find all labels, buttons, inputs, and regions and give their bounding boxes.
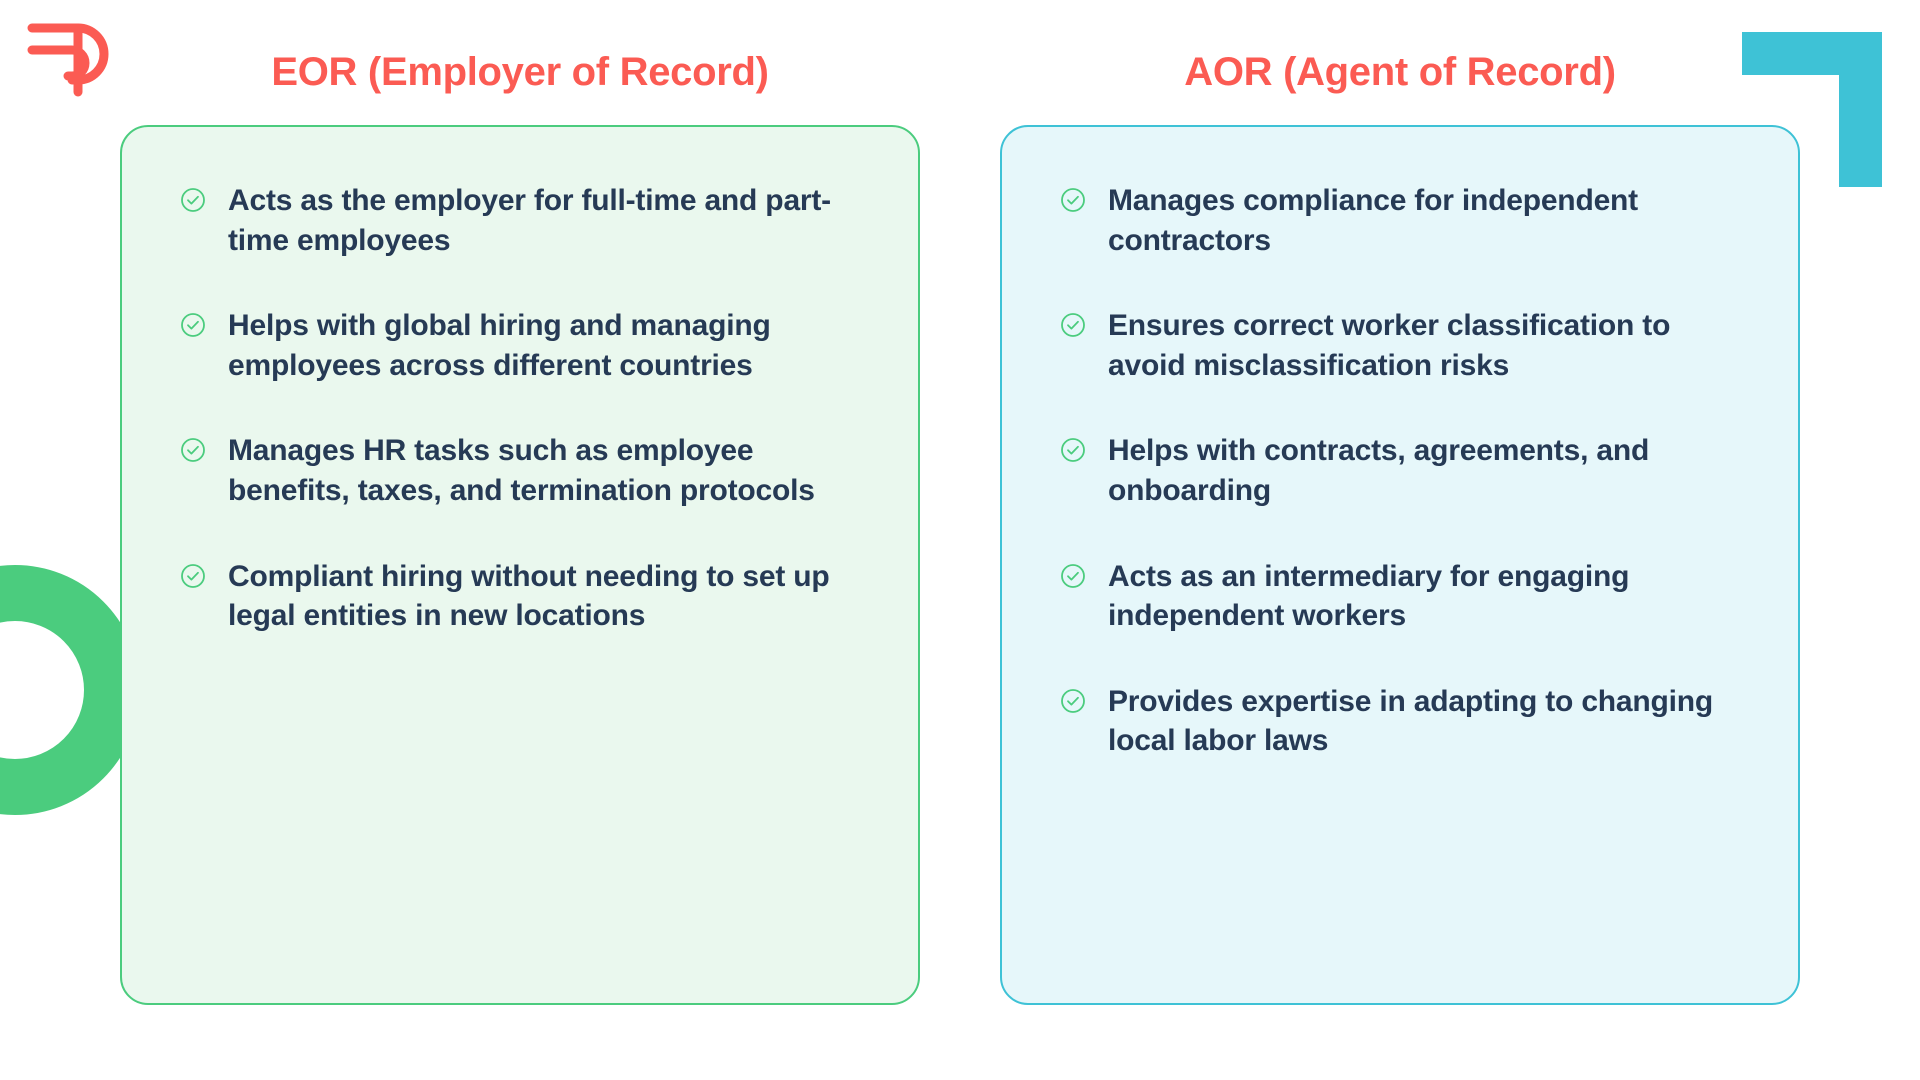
card-aor <box>1000 125 1800 1005</box>
check-circle-icon <box>1060 187 1086 213</box>
list-item <box>1060 557 1736 636</box>
list-item <box>180 181 856 260</box>
column-title-aor: AOR (Agent of Record) <box>1184 50 1616 94</box>
list-item-label: Compliant hiring without needing to set up legal entities in new locations <box>228 559 830 633</box>
list-item-label: Helps with global hiring and managing employees across different countries <box>228 309 771 382</box>
list-item-label: Ensures correct worker classification to avoid misclassification risks <box>1108 309 1671 382</box>
card-eor <box>120 125 920 1005</box>
list-item-label: Provides expertise in adapting to changing local labor laws <box>1108 684 1714 758</box>
check-circle-icon <box>1060 437 1086 463</box>
check-circle-icon <box>180 437 206 463</box>
list-item <box>1060 682 1736 761</box>
check-circle-icon <box>180 563 206 589</box>
list-item <box>1060 431 1736 510</box>
list-item-label: Manages HR tasks such as employee benefits, taxes, and termination protocols <box>228 434 815 507</box>
check-circle-icon <box>1060 312 1086 338</box>
list-item <box>180 557 856 636</box>
list-item <box>180 306 856 385</box>
column-aor <box>1000 50 1800 1080</box>
check-circle-icon <box>180 187 206 213</box>
list-item <box>1060 181 1736 260</box>
check-circle-icon <box>180 312 206 338</box>
list-item-label: Manages compliance for independent contractors <box>1108 184 1638 257</box>
list-item <box>1060 306 1736 385</box>
check-circle-icon <box>1060 688 1086 714</box>
list-item-label: Acts as the employer for full-time and part-time employees <box>228 184 831 257</box>
column-title-eor: EOR (Employer of Record) <box>271 50 769 94</box>
list-item <box>180 431 856 510</box>
check-circle-icon <box>1060 563 1086 589</box>
list-item-label: Acts as an intermediary for engaging independent workers <box>1108 559 1630 633</box>
list-item-label: Helps with contracts, agreements, and onboarding <box>1108 434 1650 507</box>
column-eor <box>120 50 920 1080</box>
